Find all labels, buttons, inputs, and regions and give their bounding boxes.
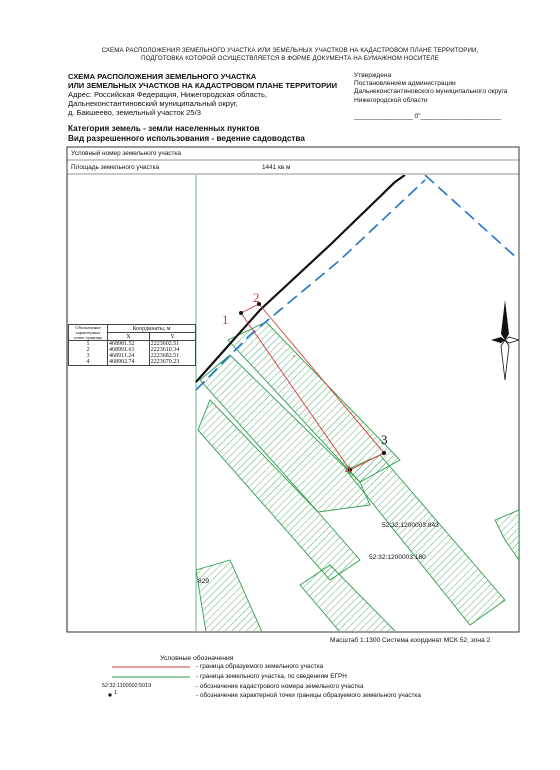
col-x-header: X: [108, 333, 150, 341]
cad-number-843: 52:32:1200003:843: [382, 522, 439, 529]
row-1-y: 2223602.51: [149, 341, 195, 348]
approval-date-line: ________________ 0"______________________: [354, 112, 502, 120]
row-4-y: 2223670.23: [149, 359, 195, 366]
address-line-3: д. Бакшеево, земельный участок 25/3: [68, 108, 201, 117]
point-label-4: 4: [345, 462, 352, 477]
address-line-2: Дальнеконстантиновский муниципальный округ,: [68, 99, 238, 108]
title-line-1: СХЕМА РАСПОЛОЖЕНИЯ ЗЕМЕЛЬНОГО УЧАСТКА: [68, 72, 257, 81]
legend-sample-cad-number: 52:32:1100002:5019: [102, 683, 152, 689]
scale-text: Масштаб 1:1300 Система координат МСК 52, зона 2: [330, 637, 491, 644]
row-1-n: 1: [69, 341, 108, 348]
legend-item-cad: - обозначение кадастрового номера земельного участка: [196, 683, 364, 690]
approval-line-4: Нижегородской области: [354, 96, 428, 104]
row-4-x: 468902.74: [108, 359, 150, 366]
cad-number-829: 829: [198, 578, 210, 585]
legend-item-point: - обозначение характерной точки границы образуемого земельного участка: [196, 692, 421, 699]
area-value: 1441 кв м: [262, 164, 291, 171]
approval-line-2: Постановлением администрации: [354, 80, 456, 88]
caption-line-2: ПОДГОТОВКА КОТОРОЙ ОСУЩЕСТВЛЯЕТСЯ В ФОРМЕ ДОКУМЕНТА НА БУМАЖНОМ НОСИТЕЛЕ: [141, 55, 439, 62]
address-line-1: Адрес: Российская Федерация, Нижегородская область,: [68, 90, 268, 99]
legend-item-formed: - граница образуемого земельного участка: [196, 663, 324, 670]
point-label-3: 3: [381, 432, 388, 447]
row-3-x: 468911.24: [108, 353, 150, 359]
approval-line-3: Дальнеконстантиновского муниципального округа: [354, 88, 508, 96]
legend-item-egrn: - граница земельного участка, по сведениям ЕГРН: [196, 673, 347, 680]
legend-title: Условные обозначения: [160, 655, 234, 662]
col-y-header: Y: [149, 333, 195, 341]
title-line-2: ИЛИ ЗЕМЕЛЬНЫХ УЧАСТКОВ НА КАДАСТРОВОМ ПЛАНЕ ТЕРРИТОРИИ: [68, 81, 338, 90]
point-label-1: 1: [222, 312, 229, 327]
row-3-y: 2223682.51: [149, 353, 195, 359]
legend-sample-point-marker: [108, 693, 111, 696]
point-label-2: 2: [253, 290, 260, 305]
land-category: Категория земель - земли населенных пунктов: [68, 124, 260, 133]
legend-sample-point-label: 1: [114, 690, 117, 696]
area-label: Площадь земельного участка: [71, 164, 160, 171]
cond-number-label: Условный номер земельного участка: [71, 150, 181, 157]
row-4-n: 4: [69, 359, 108, 366]
cad-number-180: 52:32:1200003:180: [369, 554, 426, 561]
row-2-y: 2223610.34: [149, 347, 195, 353]
permitted-use: Вид разрешенного использования - ведение садоводства: [68, 134, 305, 143]
row-2-n: 2: [69, 347, 108, 353]
caption-line-1: СХЕМА РАСПОЛОЖЕНИЯ ЗЕМЕЛЬНОГО УЧАСТКА ИЛИ ЗЕМЕЛЬНЫХ УЧАСТКОВ НА КАДАСТРОВОМ ПЛАНЕ ТЕРРИТОРИИ,: [101, 47, 479, 54]
col-coords-header: Координаты, м: [108, 325, 196, 333]
col-point-header: Обозначение характерных точек границы: [69, 325, 108, 341]
approval-line-1: Утверждена: [354, 72, 392, 79]
row-1-x: 468981.52: [108, 341, 150, 348]
row-3-n: 3: [69, 353, 108, 359]
row-2-x: 468991.61: [108, 347, 150, 353]
